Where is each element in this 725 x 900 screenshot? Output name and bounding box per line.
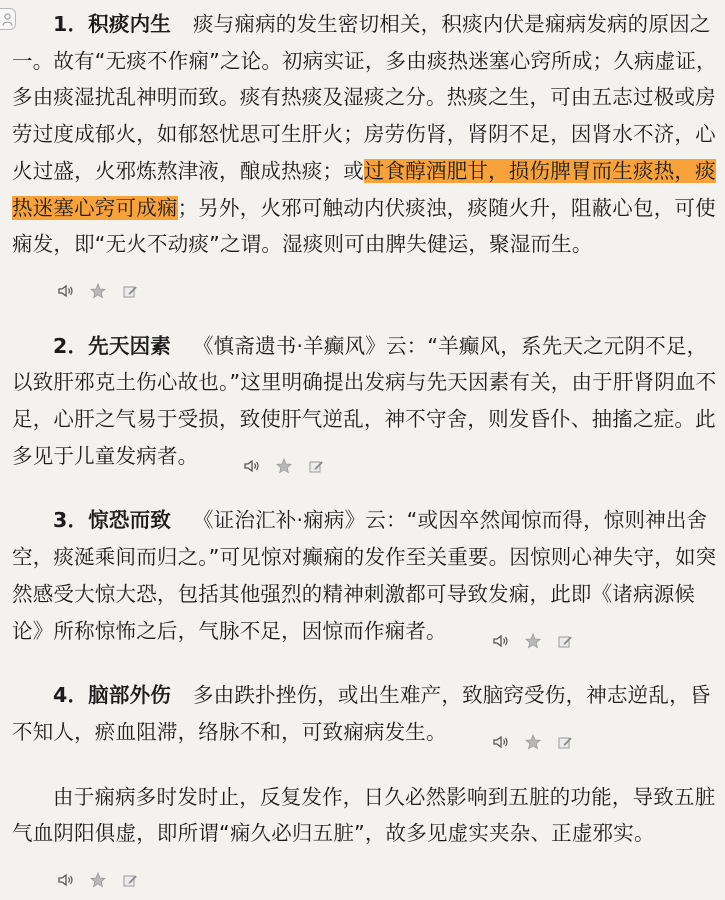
highlighted-text[interactable]: 过食醇酒肥甘，损伤脾胃而生痰热，痰热迷塞心窍可成痫 xyxy=(12,158,716,220)
paragraph-3 xyxy=(12,502,717,649)
note-edit-icon[interactable] xyxy=(307,457,325,475)
speaker-icon[interactable] xyxy=(57,871,75,889)
paragraph-text: 痰与痫病的发生密切相关，积痰内伏是痫病发病的原因之一。故有“无痰不作痫”之论。初病实证，多由痰热迷塞心窍所成；久病虚证，多由痰湿扰乱神明而致。痰有热痰及湿痰之分。热痰之生，可由五志过极或房劳过度成郁火，如郁怒忧思可生肝火；房劳伤肾，肾阴不足，因肾水不济，心火过盛，火邪炼熬津液，酿成热痰；或 xyxy=(12,12,717,183)
paragraph-tools xyxy=(451,622,588,642)
paragraph-heading: 3．惊恐而致 xyxy=(53,508,171,533)
paragraph-tools xyxy=(202,447,339,467)
paragraph-text: 《慎斋遗书·羊癫风》云：“羊癫风，系先天之元阴不足，以致肝邪克土伤心故也。”这里明确提出发病与先天因素有关，由于肝肾阴血不足，心肝之气易于受损，致使肝气逆乱，神不守舍，则发昏仆、抽搐之症。此多见于儿童发病者。 xyxy=(12,333,717,468)
paragraph-text: 多由跌扑挫伤，或出生难产，致脑窍受伤，神志逆乱，昏不知人，瘀血阻滞，络脉不和，可致痫病发生。 xyxy=(12,683,711,744)
paragraph-tools xyxy=(16,272,153,292)
paragraph-heading: 4．脑部外伤 xyxy=(53,683,171,708)
note-edit-icon[interactable] xyxy=(121,282,139,300)
star-icon[interactable] xyxy=(524,632,542,650)
speaker-icon[interactable] xyxy=(492,632,510,650)
article-body xyxy=(12,6,717,889)
speaker-icon[interactable] xyxy=(492,733,510,751)
star-icon[interactable] xyxy=(89,282,107,300)
paragraph-2 xyxy=(12,328,717,475)
paragraph-1 xyxy=(12,6,717,300)
paragraph-heading: 2．先天因素 xyxy=(53,333,171,358)
note-edit-icon[interactable] xyxy=(556,632,574,650)
speaker-icon[interactable] xyxy=(243,457,261,475)
paragraph-tools xyxy=(16,861,153,881)
speaker-icon[interactable] xyxy=(57,282,75,300)
paragraph-5 xyxy=(12,779,717,889)
note-edit-icon[interactable] xyxy=(121,871,139,889)
star-icon[interactable] xyxy=(275,457,293,475)
paragraph-text: 由于痫病多时发时止，反复发作，日久必然影响到五脏的功能，导致五脏气血阴阳俱虚，即所谓“痫久必归五脏”，故多见虚实夹杂、正虚邪实。 xyxy=(12,784,716,846)
paragraph-4 xyxy=(12,677,717,750)
paragraph-tools xyxy=(451,723,588,743)
star-icon[interactable] xyxy=(89,871,107,889)
paragraph-heading: 1．积痰内生 xyxy=(53,12,171,36)
note-edit-icon[interactable] xyxy=(556,733,574,751)
star-icon[interactable] xyxy=(524,733,542,751)
paragraph-text: 《证治汇补·痫病》云：“或因卒然闻惊而得，惊则神出舍空，痰涎乘间而归之。”可见惊对癫痫的发作至关重要。因惊则心神失守，如突然感受大惊大恐，包括其他强烈的精神刺激都可导致发痫，此即《诸病源候论》所称惊怖之后，气脉不足，因惊而作痫者。 xyxy=(12,508,717,643)
paragraph-text-continued: ；另外，火邪可触动内伏痰浊，痰随火升，阻蔽心包，可使痫发，即“无火不动痰”之谓。湿痰则可由脾失健运，聚湿而生。 xyxy=(12,195,716,257)
